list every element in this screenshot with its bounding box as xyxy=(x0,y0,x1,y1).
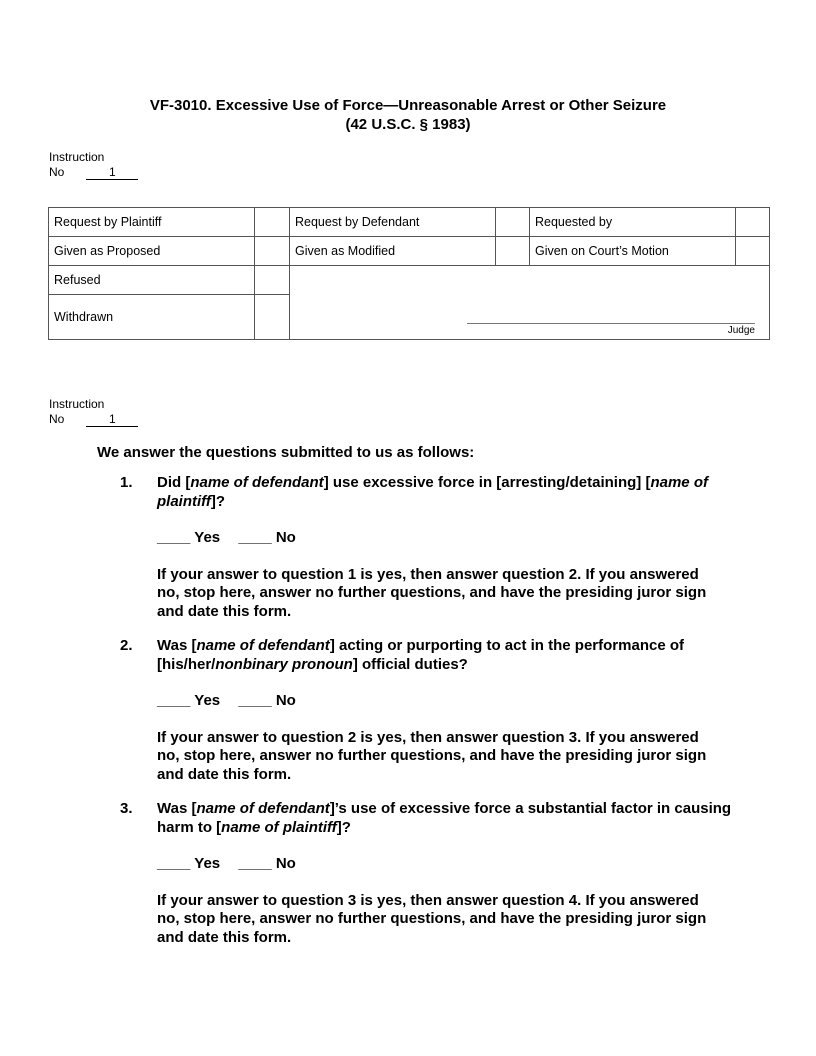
question-text-part: ]? xyxy=(336,818,351,836)
requested-by-box[interactable] xyxy=(736,208,770,237)
judge-label: Judge xyxy=(727,325,755,336)
instruction-status-table xyxy=(48,207,770,340)
request-by-plaintiff-label: Request by Plaintiff xyxy=(49,208,255,237)
question-3 xyxy=(120,800,740,947)
question-text-part: Was [ xyxy=(157,637,197,654)
page-title xyxy=(0,96,816,134)
answer-options xyxy=(157,529,740,548)
placeholder-plaintiff: name of plaintiff xyxy=(157,474,708,510)
withdrawn-box[interactable] xyxy=(255,295,290,340)
question-number: 3. xyxy=(120,800,133,817)
title-line-2: (42 U.S.C. § 1983) xyxy=(345,116,471,133)
placeholder-pronoun: nonbinary pronoun xyxy=(215,655,353,673)
question-text-part: ] official duties? xyxy=(352,655,468,673)
instruction-label: Instruction xyxy=(49,397,105,411)
placeholder-defendant: name of defendant xyxy=(190,474,324,491)
placeholder-defendant: name of defendant xyxy=(196,800,330,817)
given-as-modified-label: Given as Modified xyxy=(290,237,496,266)
no-answer-blank[interactable]: ____ No xyxy=(238,692,296,709)
question-followup: If your answer to question 1 is yes, then answer question 2. If you answered no, stop here, answer no further questions, and have the presiding juror sign and date this form. xyxy=(157,565,707,620)
request-by-plaintiff-box[interactable] xyxy=(255,208,290,237)
question-text xyxy=(157,474,740,511)
question-1 xyxy=(120,474,740,621)
given-on-courts-motion-label: Given on Court’s Motion xyxy=(530,237,736,266)
given-as-proposed-box[interactable] xyxy=(255,237,290,266)
question-text-part: ] use excessive force in [arresting/detaining] [ xyxy=(323,474,651,491)
verdict-intro: We answer the questions submitted to us as follows: xyxy=(97,444,475,461)
question-number: 2. xyxy=(120,637,133,654)
refused-box[interactable] xyxy=(255,266,290,295)
question-text-part: Was [ xyxy=(157,800,197,817)
given-as-proposed-label: Given as Proposed xyxy=(49,237,255,266)
request-by-defendant-label: Request by Defendant xyxy=(290,208,496,237)
title-line-1: VF-3010. Excessive Use of Force—Unreasonable Arrest or Other Seizure xyxy=(149,97,667,114)
instruction-number-field[interactable]: 1 xyxy=(86,165,138,180)
answer-options xyxy=(157,692,740,711)
question-2 xyxy=(120,637,740,784)
given-on-courts-motion-box[interactable] xyxy=(736,237,770,266)
question-followup: If your answer to question 3 is yes, then answer question 4. If you answered no, stop here, answer no further questions, and have the presiding juror sign and date this form. xyxy=(157,891,707,946)
no-answer-blank[interactable]: ____ No xyxy=(238,529,296,546)
placeholder-plaintiff: name of plaintiff xyxy=(221,818,337,836)
instruction-no-label: No xyxy=(49,165,65,179)
instruction-number-top xyxy=(49,150,138,180)
question-text-part: ] acting or purporting to act in the performance of [his/her/ xyxy=(157,637,684,673)
question-text-part: ]? xyxy=(210,492,226,510)
question-followup: If your answer to question 2 is yes, then answer question 3. If you answered no, stop here, answer no further questions, and have the presiding juror sign and date this form. xyxy=(157,728,707,783)
given-as-modified-box[interactable] xyxy=(496,237,530,266)
no-answer-blank[interactable]: ____ No xyxy=(238,855,296,872)
instruction-no-label: No xyxy=(49,412,65,426)
question-text xyxy=(157,637,740,674)
instruction-label: Instruction xyxy=(49,150,105,164)
question-text-part: Did [ xyxy=(157,474,191,491)
requested-by-label: Requested by xyxy=(530,208,736,237)
instruction-number-mid xyxy=(49,397,138,427)
yes-answer-blank[interactable]: ____ Yes xyxy=(157,855,221,872)
judge-signature-line xyxy=(467,323,755,324)
question-text-part: ]’s use of excessive force a substantial factor in causing harm to [ xyxy=(157,800,732,836)
refused-label: Refused xyxy=(49,266,255,295)
instruction-number-field[interactable]: 1 xyxy=(86,412,138,427)
question-number: 1. xyxy=(120,474,133,491)
placeholder-defendant: name of defendant xyxy=(196,637,330,654)
withdrawn-label: Withdrawn xyxy=(49,295,255,340)
question-text xyxy=(157,800,740,837)
yes-answer-blank[interactable]: ____ Yes xyxy=(157,529,221,546)
judge-signature-area[interactable] xyxy=(290,266,770,340)
yes-answer-blank[interactable]: ____ Yes xyxy=(157,692,221,709)
request-by-defendant-box[interactable] xyxy=(496,208,530,237)
answer-options xyxy=(157,855,740,874)
